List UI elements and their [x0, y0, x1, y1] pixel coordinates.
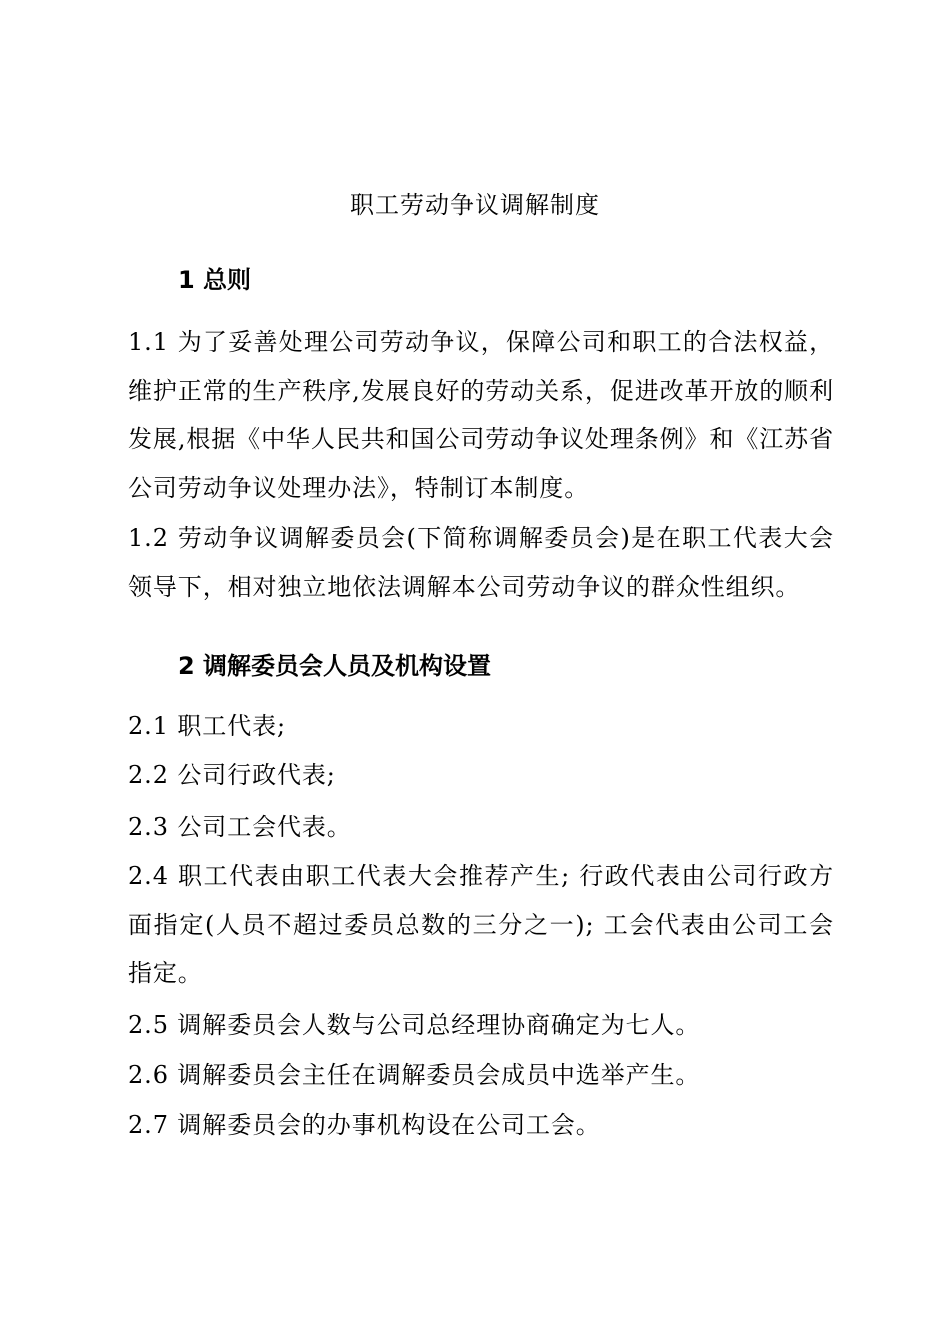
document-title: 职工劳动争议调解制度 — [350, 191, 600, 219]
paragraph-2-6: 2.6 调解委员会主任在调解委员会成员中选举产生。 — [128, 1061, 701, 1089]
paragraph-1-1: 1.1 为了妥善处理公司劳动争议，保障公司和职工的合法权益，维护正常的生产秩序,发展良好的劳动关系，促进改革开放的顺利发展,根据《中华人民共和国公司劳动争议处理条例》和《江苏省公司劳动争议处理办法》，特制订本制度。 — [128, 328, 834, 502]
section-heading-committee-setup: 2 调解委员会人员及机构设置 — [178, 652, 492, 680]
paragraph-1-2: 1.2 劳动争议调解委员会(下简称调解委员会)是在职工代表大会领导下，相对独立地依法调解本公司劳动争议的群众性组织。 — [128, 524, 834, 601]
paragraph-2-5: 2.5 调解委员会人数与公司总经理协商确定为七人。 — [128, 1011, 701, 1039]
paragraph-2-7: 2.7 调解委员会的办事机构设在公司工会。 — [128, 1111, 601, 1139]
paragraph-2-3: 2.3 公司工会代表。 — [128, 813, 352, 841]
paragraph-2-1: 2.1 职工代表; — [128, 712, 286, 740]
paragraph-2-4: 2.4 职工代表由职工代表大会推荐产生; 行政代表由公司行政方面指定(人员不超过委员总数的三分之一); 工会代表由公司工会指定。 — [128, 862, 834, 987]
paragraph-2-2: 2.2 公司行政代表; — [128, 761, 336, 789]
section-heading-general: 1 总则 — [178, 266, 252, 294]
